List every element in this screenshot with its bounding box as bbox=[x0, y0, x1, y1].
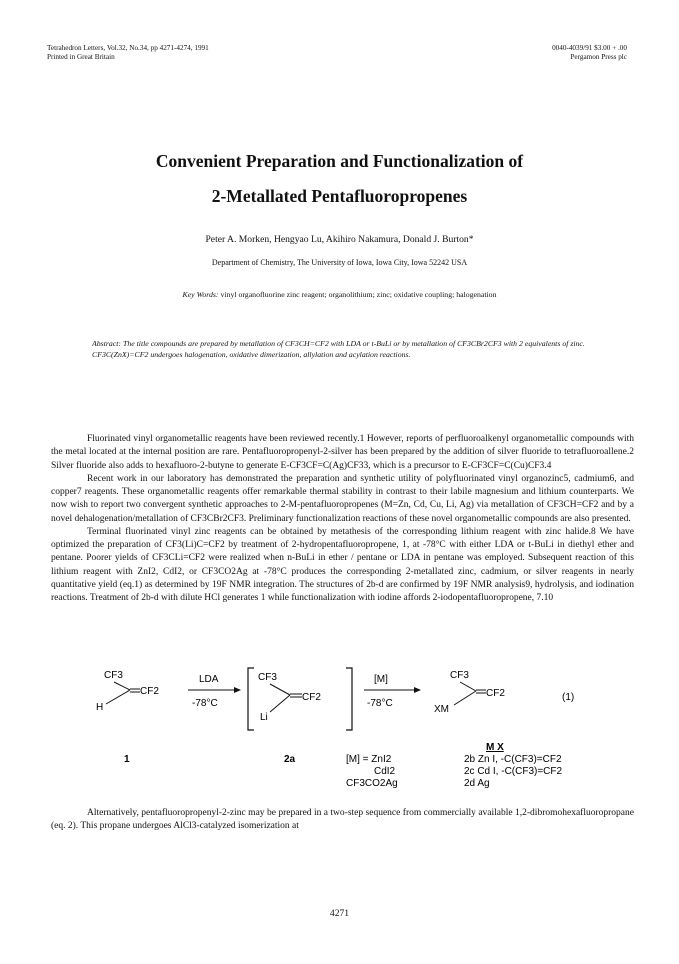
bond-line bbox=[454, 691, 476, 705]
journal-citation: Tetrahedron Letters, Vol.32, No.34, pp 4271-4274, 1991 bbox=[47, 44, 209, 52]
scheme-cf2-2: CF2 bbox=[302, 692, 321, 703]
publisher-header bbox=[552, 44, 627, 63]
scheme-cf2-1: CF2 bbox=[140, 686, 159, 697]
reaction-arrow-head-2 bbox=[414, 687, 421, 693]
product-row-2d: 2d Ag bbox=[464, 778, 490, 789]
journal-header bbox=[47, 44, 209, 63]
abstract-text: The title compounds are prepared by metallation of CF3CH=CF2 with LDA or t-BuLi or by metallation of CF3CBr2CF3 with 2 equivalents of zinc. CF3C(ZnX)=CF2 undergoes halogenation, oxidative dimerization, allylation and acylation reactions. bbox=[92, 339, 585, 359]
paragraph-1: Fluorinated vinyl organometallic reagents have been reviewed recently.1 However, reports of perfluoroalkenyl organometallic compounds with the metal located at the internal position are rare. Pentafluoropropenyl-2-silver has been prepared by the addition of silver fluoride to tetrafluoroallene.2 Silver fluoride also adds to hexafluoro-2-butyne to generate E-CF3CF=C(Ag)CF33, which is a precursor to E-CF3CF=C(Cu)CF3.4 bbox=[51, 434, 634, 471]
title-line-1: Convenient Preparation and Functionalization of bbox=[155, 151, 524, 171]
body-text bbox=[51, 433, 634, 605]
equation-number: (1) bbox=[562, 692, 575, 703]
affiliation: Department of Chemistry, The University of Iowa, Iowa City, Iowa 52242 USA bbox=[211, 258, 468, 267]
body-text-continued bbox=[51, 807, 634, 834]
scheme-cf3-3: CF3 bbox=[450, 670, 469, 681]
bond-line bbox=[114, 682, 130, 690]
paragraph-4: Alternatively, pentafluoropropenyl-2-zinc may be prepared in a two-step sequence from commercially available 1,2-dibromohexafluoropropane (eq. 2). This propane undergoes AlCl3-catalyzed isomerization at bbox=[51, 808, 634, 832]
reagent-lda: LDA bbox=[199, 674, 219, 685]
abstract bbox=[92, 338, 592, 360]
reagent-m: [M] bbox=[374, 674, 388, 685]
bond-line bbox=[106, 690, 130, 704]
m-silver: CF3CO2Ag bbox=[346, 778, 398, 789]
product-row-2c: 2c Cd I, -C(CF3)=CF2 bbox=[464, 766, 563, 777]
compound-label-1: 1 bbox=[124, 754, 130, 765]
publisher: Pergamon Press plc bbox=[570, 53, 627, 62]
scheme-li: Li bbox=[260, 712, 268, 723]
bond-line bbox=[270, 684, 290, 695]
abstract-label: Abstract: bbox=[92, 339, 122, 348]
keywords-label: Key Words: bbox=[182, 290, 219, 299]
temp-1: -78°C bbox=[192, 698, 218, 709]
bracket-right bbox=[346, 668, 352, 730]
scheme-cf2-3: CF2 bbox=[486, 688, 505, 699]
paragraph-2: Recent work in our laboratory has demonstrated the preparation and synthetic utility of polyfluorinated vinyl organozinc5, cadmium6, and copper7 reagents. These organometallic reagents offer remarkable thermal stability in contrast to their labile magnesium and lithium counterparts. We now wish to report two convergent synthetic approaches to 2-M-pentafluoropropenes (M=Zn, Cd, Cu, Li, Ag) via metallation of CF3CH=CF2 and by a novel dehalogenation/metallation of CF3CBr2CF3. Preliminary functionalization reactions of these novel organometallic compounds are also presented. bbox=[51, 473, 634, 524]
authors: Peter A. Morken, Hengyao Lu, Akihiro Nakamura, Donald J. Burton* bbox=[205, 234, 474, 245]
title-line-2: 2-Metallated Pentafluoropropenes bbox=[211, 186, 468, 206]
m-definition: [M] = ZnI2 bbox=[346, 754, 392, 765]
paragraph-3: Terminal fluorinated vinyl zinc reagents can be obtained by metathesis of the corresponding lithium reagent with zinc halide.8 We have optimized the preparation of CF3(Li)C=CF2 by treatment of 2-hydropentafluoropropene, 1, at -78°C with either LDA or t-BuLi in diethyl ether and pentane. Poorer yields of CF3CLi=CF2 were realized when n-BuLi in ether / pentane or LDA in pentane was employed. Subsequent reaction of this lithium reagent with ZnI2, CdI2, or CF3CO2Ag at -78°C produces the corresponding 2-metallated zinc, cadmium, or silver reagents in nearly quantitative yield (eq.1) as determined by 19F NMR integration. The structures of 2b-d are confirmed by 19F NMR analysis9, hydrolysis, and iodination reactions. Treatment of 2b-d with dilute HCl generates 1 while functionalization with iodine affords 2-iodopentafluoropropene, 7.10 bbox=[51, 526, 634, 603]
scheme-h: H bbox=[96, 702, 104, 713]
reaction-arrow-head-1 bbox=[234, 687, 241, 693]
reaction-scheme-eq1 bbox=[84, 660, 644, 790]
bracket-left bbox=[248, 668, 254, 730]
product-row-2b: 2b Zn I, -C(CF3)=CF2 bbox=[464, 754, 562, 765]
compound-label-2a: 2a bbox=[284, 754, 296, 765]
bond-line bbox=[270, 695, 290, 712]
keywords bbox=[40, 290, 639, 299]
page-number: 4271 bbox=[329, 908, 350, 919]
keywords-text: vinyl organofluorine zinc reagent; organolithium; zinc; oxidative coupling; halogenation bbox=[218, 290, 497, 299]
m-cadmium: CdI2 bbox=[374, 766, 396, 777]
mx-header: M X bbox=[486, 742, 504, 753]
scheme-xm: XM bbox=[434, 704, 449, 715]
scheme-cf3-1: CF3 bbox=[104, 670, 123, 681]
issn-price: 0040-4039/91 $3.00 + .00 bbox=[552, 44, 627, 52]
bond-line bbox=[460, 682, 476, 691]
temp-2: -78°C bbox=[367, 698, 393, 709]
scheme-cf3-2: CF3 bbox=[258, 672, 277, 683]
printed-in: Printed in Great Britain bbox=[47, 53, 115, 62]
